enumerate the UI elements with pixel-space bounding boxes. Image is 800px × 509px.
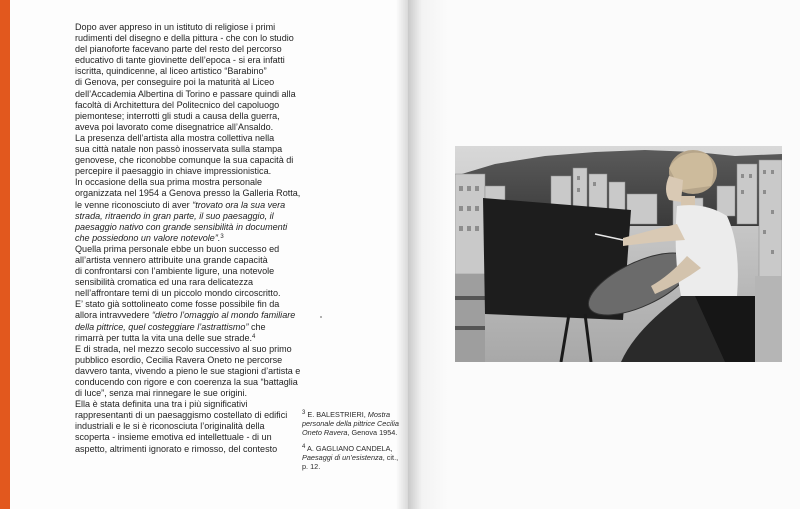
- photo-illustration: [455, 146, 782, 362]
- text-line: di Genova, per conseguire poi la maturità al Liceo: [75, 77, 275, 88]
- body-text: [75, 22, 300, 455]
- text-segment: le venne riconosciuto di aver: [75, 199, 190, 210]
- footnote-ref[interactable]: 4: [252, 333, 256, 340]
- paragraph-4: [75, 244, 300, 299]
- text-line: sua città natale non passò inosservata sulla stampa: [75, 144, 283, 155]
- text-line: aveva poi lavorato come disegnatrice all’Ansaldo.: [75, 121, 274, 132]
- footnote-4: [302, 444, 402, 472]
- orange-cover-edge: [0, 0, 10, 509]
- footnote-number: 3: [302, 410, 306, 416]
- footnote-title: personale della pittrice Cecilia: [302, 419, 399, 429]
- footnote-tail: , Genova 1954.: [347, 428, 398, 438]
- footnote-author: A. GAGLIANO CANDELA,: [305, 443, 393, 453]
- paragraph-1: [75, 22, 300, 133]
- paragraph-2: [75, 133, 300, 177]
- text-line: aspetto, altrimenti ignorato e rimosso, del contesto: [75, 443, 278, 454]
- footnote-line: [302, 453, 402, 462]
- text-line: all’artista vennero attribuite una grande capacità: [75, 254, 268, 265]
- paragraph-5: [75, 299, 300, 343]
- text-line: [75, 333, 300, 344]
- text-line: Dopo aver appreso in un istituto di religiose i primi: [75, 22, 276, 32]
- text-line: di luce”, senza mai rinnegare le sue origini.: [75, 388, 247, 399]
- text-line: conducendo con rigore e con coerenza la sua “battaglia: [75, 377, 298, 387]
- footnote-line: [302, 428, 402, 437]
- footnotes: [302, 410, 402, 477]
- text-line: percepire il paesaggio in chiave impressionistica.: [75, 166, 272, 177]
- text-line: [75, 200, 300, 211]
- paragraph-7: [75, 399, 300, 454]
- footnote-line: [302, 444, 402, 453]
- text-line: E di strada, nel mezzo secolo successivo al suo primo: [75, 343, 292, 354]
- text-line: E’ stato già sottolineato come fosse possibile fin da: [75, 299, 280, 310]
- text-segment: che: [248, 321, 266, 332]
- text-line: La presenza dell’artista alla mostra collettiva nella: [75, 132, 275, 143]
- text-line: rappresentanti di un paesaggismo costellato di edifici: [75, 410, 288, 421]
- quote-line-end: [75, 233, 300, 244]
- text-line: sensibilità cromatica ed una rara delicatezza: [75, 277, 254, 288]
- quote-line: strada, ritraendo in gran parte, il suo paesaggio, il: [75, 210, 274, 221]
- text-line: industriali e le si è riconosciuta l’originalità della: [75, 421, 265, 432]
- text-line: nell’affrontare temi di un piccolo mondo circoscritto.: [75, 288, 281, 299]
- quote-text: “dietro l’omaggio al mondo familiare: [151, 310, 296, 321]
- paragraph-3: [75, 177, 300, 244]
- footnote-line: [302, 410, 402, 419]
- quote-text: della pittrice, quel costeggiare l’astrattismo”: [75, 321, 249, 332]
- text-line: piemontese; interrotti gli studi a causa della guerra,: [75, 110, 280, 121]
- photo-woman-painting: [455, 146, 782, 362]
- text-line: Ella è stata definita una tra i più significativi: [75, 399, 248, 410]
- text-line: scoperta - insieme emotiva ed intellettuale - di un: [75, 432, 272, 443]
- text-line: facoltà di Architettura del Politecnico del capoluogo: [75, 99, 280, 110]
- text-line: rudimenti del disegno e della pittura - che con lo studio: [75, 33, 294, 44]
- text-line: [75, 322, 300, 333]
- footnote-title: Oneto Ravera: [302, 428, 348, 438]
- text-line: dell’Accademia Albertina di Torino e passare quindi alla: [75, 88, 296, 99]
- text-line: educativo di tante giovinette dell’epoca - si era infatti: [75, 55, 285, 66]
- footnote-tail: , cit.,: [382, 452, 399, 462]
- footnote-author: E. BALESTRIERI,: [305, 410, 366, 419]
- text-line: In occasione della sua prima mostra personale: [75, 177, 263, 188]
- footnote-ref[interactable]: 3: [220, 233, 224, 240]
- paragraph-6: [75, 344, 300, 399]
- text-line: di confrontarsi con l’ambiente ligure, una notevole: [75, 266, 275, 277]
- footnote-title: Mostra: [367, 410, 391, 419]
- text-segment: rimarrà per tutta la vita una delle sue strade.: [75, 332, 253, 343]
- paper-speck: [320, 316, 322, 318]
- text-line: Quella prima personale ebbe un buon successo ed: [75, 243, 280, 254]
- text-line: genovese, che riconobbe comunque la sua capacità di: [75, 155, 294, 166]
- text-line: pubblico esordio, Cecilia Ravera Oneto ne percorse: [75, 354, 283, 365]
- quote-line: paesaggio nativo con grande sensibilità in documenti: [75, 221, 288, 232]
- text-line: del pianoforte facevano parte del resto del percorso: [75, 44, 282, 55]
- text-line: davvero tanta, vivendo a pieno le sue stagioni d’artista e: [75, 365, 301, 376]
- text-segment: allora intravvedere: [75, 310, 150, 321]
- text-line: organizzata nel 1954 a Genova presso la Galleria Rotta,: [75, 188, 301, 199]
- footnote-number: 4: [302, 443, 306, 450]
- quote-text: “trovato ora la sua vera: [192, 199, 286, 210]
- footnote-title: Paesaggi di un’esistenza: [302, 452, 383, 462]
- footnote-3: [302, 410, 402, 438]
- footnote-tail: p. 12.: [302, 462, 321, 472]
- quote-text: che possiedono un valore notevole”.: [75, 232, 221, 243]
- text-line: iscritta, quindicenne, al liceo artistico “Barabino”: [75, 66, 267, 77]
- text-line: [75, 310, 300, 321]
